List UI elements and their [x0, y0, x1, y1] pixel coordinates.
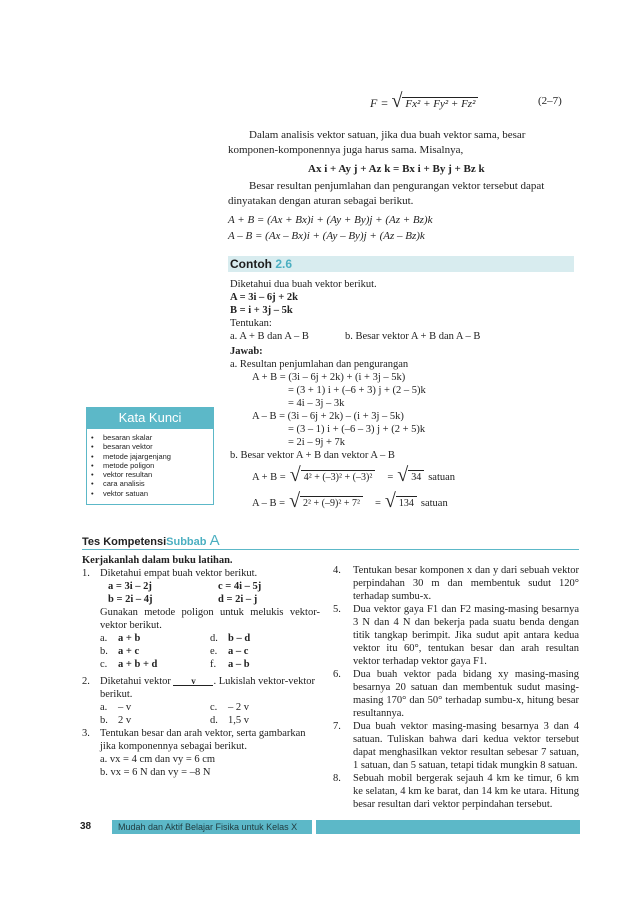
kata-kunci-list [87, 429, 213, 498]
question-8: 8. Sebuah mobil bergerak sejauh 4 km ke timur, 6 km ke selatan, 4 km ke barat, dan 14 km ke utara. Hitung besar resultan dari vektor perpindahan tersebut. [333, 773, 579, 810]
sqrt-icon: √ [391, 90, 403, 112]
divider [82, 549, 579, 550]
questions-right [333, 564, 579, 811]
kata-kunci-box [86, 429, 214, 505]
list-item: • metode poligon [91, 461, 213, 470]
list-item: • besaran skalar [91, 433, 213, 442]
footer-mark [312, 820, 316, 834]
question-4: 4. Tentukan besar komponen x dan y dari sebuah vektor perpindahan 30 m dan membentuk sudut 120° terhadap sumbu-x. [333, 565, 579, 602]
list-item: • cara analisis [91, 479, 213, 488]
magnitude-diff: A – B = √ 2² + (–9)² + 7² = √ 134 satuan [252, 490, 448, 512]
sqrt-icon: √ [384, 490, 396, 512]
sqrt-icon: √ [289, 464, 301, 486]
tes-kompetensi-heading: Tes KompetensiSubbab A [82, 532, 220, 549]
magnitude-sum: A + B = √ 4² + (–3)² + (–3)² = √ 34 satuan [252, 464, 456, 486]
contoh-header: Contoh 2.6 [230, 257, 293, 271]
question-6: 6. Dua buah vektor pada bidang xy masing-masing besarnya 20 satuan dan membentuk sudut masing-masing 170° dan 50° terhadap sumbu-x, hitung besar resultannya. [333, 669, 579, 719]
sqrt-icon: √ [397, 464, 409, 486]
page-number: 38 [80, 820, 114, 834]
footer-title: Mudah dan Aktif Belajar Fisika untuk Kelas X [118, 822, 298, 832]
kata-kunci-title: Kata Kunci [86, 407, 214, 429]
question-2: 2. Diketahui vektor v . Lukislah vektor-vektor berikut. a. – v c. – 2 v b. 2 v d. 1,5 v [82, 676, 316, 726]
equation-tag: (2–7) [538, 95, 562, 107]
equation-components: Ax i + Ay j + Az k = Bx i + By j + Bz k [308, 163, 485, 175]
list-item: • vektor satuan [91, 489, 213, 498]
solution-lines: A + B = (3i – 6j + 2k) + (i + 3j – 5k) = (3 + 1) i + (–6 + 3) j + (2 – 5)k = 4i – 3j – 3k A – B = (3i – 6j + 2k) – (i + 3j – 5k) = (3 – 1) i + (–6 – 3) j + (2 + 5)k = 2i – 9j + 7k [252, 372, 426, 448]
sqrt-icon: √ [289, 490, 301, 512]
equation-sum: A + B = (Ax + Bx)i + (Ay + By)j + (Az + Bz)k [228, 214, 433, 226]
question-7: 7. Dua buah vektor masing-masing besarnya 3 dan 4 satuan. Tuliskan bahwa dari kedua vektor tersebut dapat menghasilkan vektor resultan sebesar 7 satuan, 1 satuan, dan 5 satuan, tetapi tidak mungkin 8 satuan. [333, 721, 579, 771]
questions-left: Kerjakanlah dalam buku latihan. 1. Diketahui empat buah vektor berikut. a = 3i – 2j c = 4i – 5j b = 2i – 4j d = 2i – j Gunakan metode poligon untuk melukis vektor-vektor berikut. a. a + b d. b – d b. a + c e. a – c c. a + b + d f. a – b 2. Diketahui vektor v . Lukislah vektor-vektor berikut. a. – v c. – 2 v b. 2 v d. 1,5 v 3. Tentukan besar dan arah vektor, serta gambarkan jika komponennya sebagai berikut. a. vx = 4 cm dan vy = 6 cm b. vx = 6 N dan vy = –8 N [82, 555, 320, 778]
list-item: • besaran vektor [91, 442, 213, 451]
equation-diff: A – B = (Ax – Bx)i + (Ay – By)j + (Az – Bz)k [228, 230, 425, 242]
question-5: 5. Dua vektor gaya F1 dan F2 masing-masing besarnya 3 N dan 4 N dan bekerja pada suatu benda dengan titik tangkap berimpit. Jika sudut apit antara kedua vektor itu 60°, tentukan besar dan arah resultan vektor terhadap vektor gaya F1. [333, 604, 579, 667]
question-1: 1. Diketahui empat buah vektor berikut. a = 3i – 2j c = 4i – 5j b = 2i – 4j d = 2i – j Gunakan metode poligon untuk melukis vektor-vektor berikut. a. a + b d. b – d b. a + c e. a – c c. a + b + d f. a – b [82, 568, 320, 670]
question-3: 3. Tentukan besar dan arah vektor, serta gambarkan jika komponennya sebagai berikut. a. vx = 4 cm dan vy = 6 cm b. vx = 6 N dan vy = –8 N [82, 728, 306, 778]
list-item: • metode jajargenjang [91, 452, 213, 461]
paragraph-2: Besar resultan penjumlahan dan pengurangan vektor tersebut dapat dinyatakan dengan aturan sebagai berikut. [228, 180, 545, 207]
example-body: Diketahui dua buah vektor berikut. A = 3i – 6j + 2k B = i + 3j – 5k Tentukan: a. A + B dan A – B b. Besar vektor A + B dan A – B Jawab: a. Resultan penjumlahan dan pengurangan A + B = (3i – 6j + 2k) + (i + 3j – 5k) = (3 + 1) i + (–6 + 3) j + (2 – 5)k = 4i – 3j – 3k A – B = (3i – 6j + 2k) – (i + 3j – 5k) = (3 – 1) i + (–6 – 3) j + (2 + 5)k = 2i – 9j + 7k b. Besar vektor A + B dan vektor A – B A + B = √ 4² + (–3)² + (–3)² = √ 34 satuan A – B = √ 2² + (–9)² + 7² = √ 134 satuan [230, 278, 576, 510]
formula-radicand: Fx² + Fy² + Fz² [402, 97, 478, 110]
formula-top [370, 92, 478, 111]
vector-v-arrow: v [173, 677, 213, 686]
list-item: • vektor resultan [91, 470, 213, 479]
formula-lhs: F = [370, 96, 389, 110]
paragraph-1: Dalam analisis vektor satuan, jika dua buah vektor sama, besar komponen-komponennya juga harus sama. Misalnya, [228, 129, 526, 156]
